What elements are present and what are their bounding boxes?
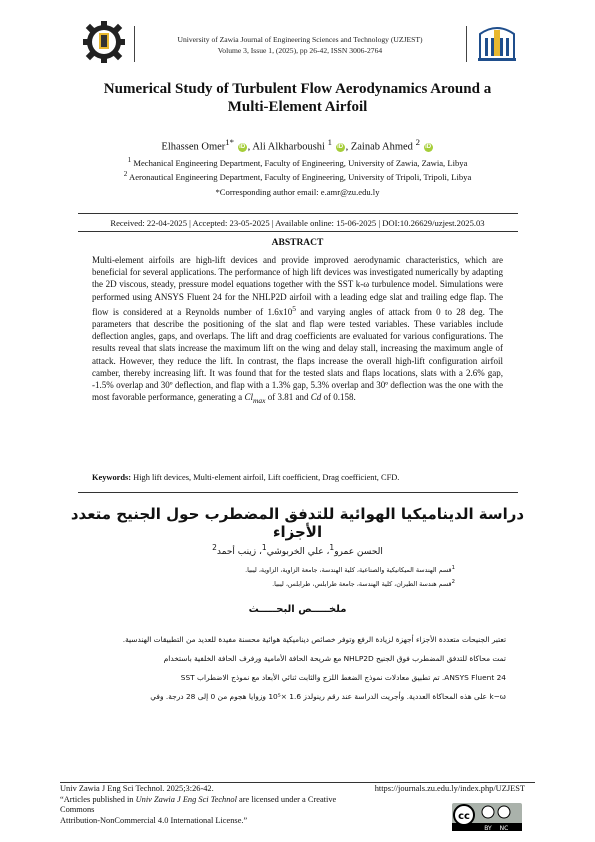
abstract-text-3: of 3.81 and xyxy=(265,392,311,403)
affiliation-sup: 1 xyxy=(127,156,132,164)
license-post: are licensed under a Creative Commons xyxy=(60,794,337,814)
arabic-abstract-heading: ملخـــــص البحـــــث xyxy=(248,604,347,615)
keywords-text: High lift devices, Multi-element airfoil, Lift coefficient, Drag coefficient, CFD. xyxy=(133,473,400,482)
abstract-text-1: Multi-element airfoils are high-lift devices and provide improved aerodynamic characteristics, which are beneficial for several applications. The performance of high lift devices was investigated numerically by adapting the 2D viscous, steady, pressure model equations together with the SST k-ω turbulence model. Simulations were performed using ANSYS Fluent 24 for the NHLP2D airfoil with a leading edge slat and trailing edge flap. The flow is considered at a Reynolds number of 1.6x10 xyxy=(92,255,503,317)
author-sup: 1* xyxy=(225,137,235,147)
divider-line xyxy=(78,492,518,493)
arabic-author: ، علي الخربوشي xyxy=(266,547,330,557)
keywords-label: Keywords: xyxy=(92,473,132,482)
cc-by-nc-license-icon[interactable] xyxy=(452,803,522,831)
author-sup: 2 xyxy=(415,137,420,147)
nc-label: NC xyxy=(499,825,509,831)
affiliation-text: Aeronautical Engineering Department, Faculty of Engineering, University of Tripoli, Tripoli, Libya xyxy=(129,171,472,182)
orcid-icon[interactable]: iD xyxy=(425,143,432,150)
arabic-affiliation-sup: 2 xyxy=(451,579,455,585)
corresponding-author: *Corresponding author email: e.amr@zu.edu.ly xyxy=(215,187,380,197)
journal-url-link[interactable]: https://journals.zu.edu.ly/index.php/UZJEST xyxy=(374,784,525,793)
arabic-affiliation-text: قسم الهندسة الميكانيكية والصناعية، كلية الهندسة، جامعة الزاوية، الزاوية، ليبيا. xyxy=(245,566,452,575)
journal-name: University of Zawia Journal of Engineering Sciences and Technology (UZJEST) xyxy=(177,35,423,44)
arabic-title: دراسة الديناميكيا الهوائية للتدفق المضطرب حول الجنيح متعدد الأجزاء xyxy=(70,505,525,541)
author-name: Zainab Ahmed xyxy=(350,141,413,153)
arabic-affiliation-sup: 1 xyxy=(451,565,455,571)
cc-label: cc xyxy=(458,811,470,822)
clmax-symbol: Cl xyxy=(244,392,253,403)
arabic-abstract-body xyxy=(60,630,506,706)
affiliation-sup: 2 xyxy=(123,170,128,178)
divider-line xyxy=(78,213,518,214)
paper-title-line1: Numerical Study of Turbulent Flow Aerodynamics Around a xyxy=(103,81,492,97)
author-list xyxy=(70,137,525,153)
license-journal: Univ Zawia J Eng Sci Technol xyxy=(135,794,237,804)
author-sep: , xyxy=(247,141,251,153)
arabic-affiliation-text: قسم هندسة الطيران، كلية الهندسة، جامعة طرابلس، طرابلس، ليبيا. xyxy=(272,580,452,589)
arabic-abstract-line: تعتبر الجنيحات متعددة الأجزاء أجهزة لزيادة الرفع وتوفر خصائص ديناميكية هوائية محسنة مفيدة للعديد من التطبيقات الهندسية. xyxy=(122,635,506,644)
clmax-subscript: max xyxy=(252,396,266,406)
abstract-body xyxy=(92,254,503,407)
arabic-abstract-line: ANSYS Fluent 24. تم تطبيق معادلات نموذج الضغط اللزج والثابت ثنائي الأبعاد مع نموذج الاضطراب SST xyxy=(180,673,506,682)
arabic-abstract-line: k−ω على هذه المحاكاة العددية. وأجريت الدراسة عند رقم رينولدز 1.6 ×10⁵ وزوايا هجوم من 0 إلى 28 درجة. وفي xyxy=(150,692,506,701)
footer-divider xyxy=(60,782,535,783)
author-sup: 1 xyxy=(327,137,332,147)
abstract-text-2: and varying angles of attack from 0 to 28 deg. The parameters that describe the positioning of the slat and flap were tested variables. These variables include deflection angles, gaps, and overlaps. The lift and drag coefficients are evaluated for various configurations. The results reveal that slats increase the maximum lift on the wing and delay stall, increasing the maximum angle of attack. However, they reduce the lift. In contrast, the flaps increase the overall high-lift configuration airfoil camber, thereby increasing lift. It was found that for the tested slats and flaps locations, slats with a 2.6% gap, -1.5% overlap and 30º deflection, and flap with a 1.3% gap, 5.3% overlap and 30º deflection was the one with the most favorable performance, generating a xyxy=(92,306,504,403)
arabic-affiliation-2 xyxy=(150,578,455,589)
author-name: Elhassen Omer xyxy=(161,141,226,153)
author-sep: , xyxy=(345,141,349,153)
divider-line xyxy=(78,231,518,232)
university-gear-logo-icon xyxy=(82,20,126,64)
arabic-authors xyxy=(70,543,525,557)
author-name: Ali Alkharboushi xyxy=(252,141,325,153)
footer-license-line2: Attribution-NonCommercial 4.0 International License.” xyxy=(60,815,248,825)
footer-license-line1 xyxy=(60,795,360,816)
by-label: BY xyxy=(484,825,492,831)
paper-title xyxy=(70,80,525,116)
arabic-author: ، زينب أحمد xyxy=(216,547,262,557)
license-pre: “Articles published in xyxy=(60,794,136,804)
publication-dates: Received: 22-04-2025 | Accepted: 23-05-2025 | Available online: 15-06-2025 | DOI:10.26629/uzjest.2025.03 xyxy=(110,218,485,228)
orcid-icon[interactable]: iD xyxy=(239,143,246,150)
paper-title-line2: Multi-Element Airfoil xyxy=(227,99,368,115)
journal-volume: Volume 3, Issue 1, (2025), pp 26-42, ISSN 3006-2764 xyxy=(217,46,383,55)
footer-citation: Univ Zawia J Eng Sci Technol. 2025;3:26-42. xyxy=(60,784,214,793)
keywords xyxy=(92,472,503,483)
arabic-affiliation-1 xyxy=(150,564,455,575)
university-building-logo-icon xyxy=(476,20,518,64)
affiliation-2 xyxy=(70,169,525,183)
affiliation-text: Mechanical Engineering Department, Faculty of Engineering, University of Zawia, Zawia, Libya xyxy=(133,157,468,168)
orcid-icon[interactable]: iD xyxy=(337,143,344,150)
footer-citation-block xyxy=(60,784,360,826)
cd-symbol: Cd xyxy=(310,392,322,403)
arabic-author: الحسن عمرو xyxy=(334,547,383,557)
journal-info xyxy=(140,34,460,56)
arabic-author-sup: 1 xyxy=(329,543,335,552)
affiliation-1 xyxy=(70,155,525,169)
abstract-text-4: of 0.158. xyxy=(321,392,356,403)
arabic-author-sup: 2 xyxy=(212,543,217,552)
header-divider-right xyxy=(466,26,467,62)
reynolds-exponent: 5 xyxy=(292,303,296,313)
header-divider-left xyxy=(134,26,135,62)
arabic-abstract-line: تمت محاكاة للتدفق المضطرب فوق الجنيح NHLP2D مع شريحة الحافة الأمامية ورفرف الحافة الخلفية باستخدام xyxy=(163,654,506,663)
arabic-author-sup: 1 xyxy=(261,543,267,552)
abstract-heading: ABSTRACT xyxy=(271,238,324,248)
